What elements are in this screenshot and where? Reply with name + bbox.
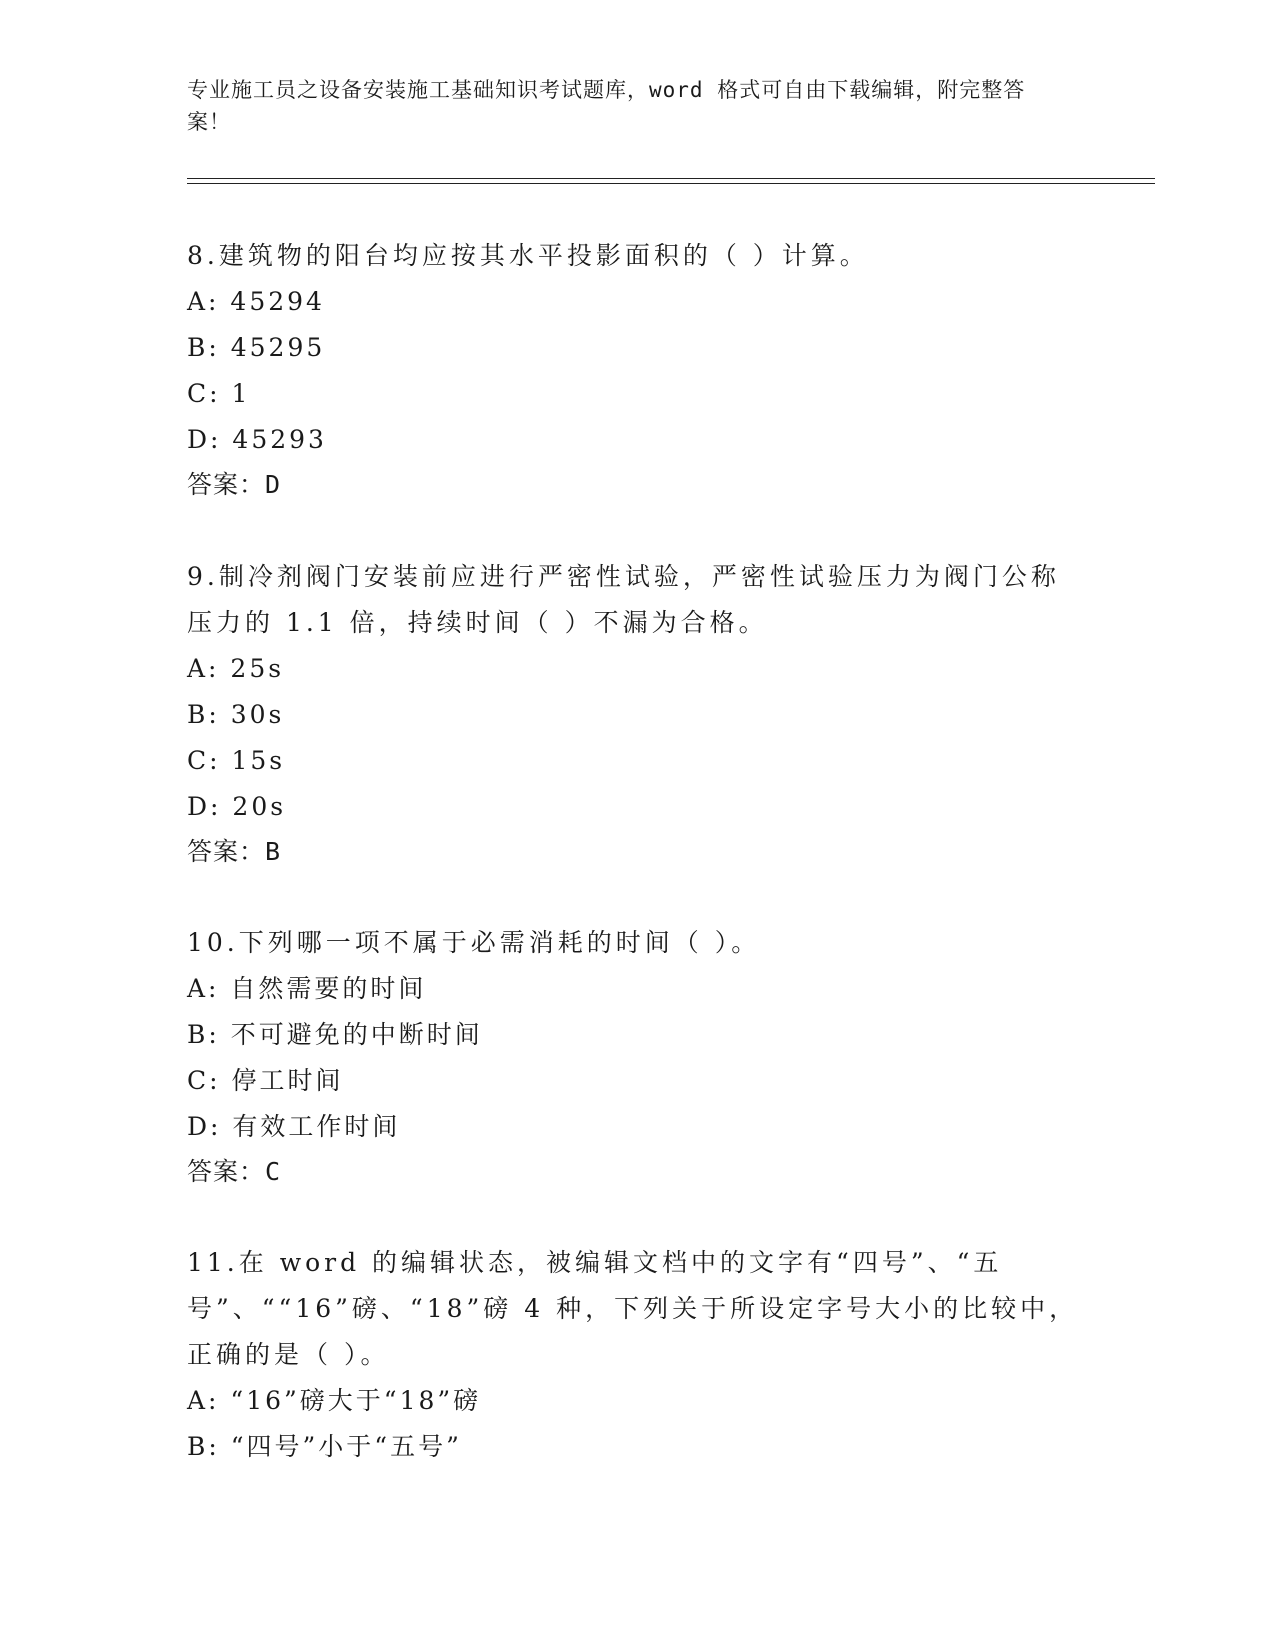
option-a: A: “16”磅大于“18”磅 xyxy=(187,1386,482,1415)
header-divider-top xyxy=(187,178,1155,179)
option-a: A: 自然需要的时间 xyxy=(187,974,427,1003)
header-divider-bottom xyxy=(187,183,1155,184)
option-a: A: 45294 xyxy=(187,287,325,316)
option-b: B: “四号”小于“五号” xyxy=(187,1432,462,1461)
option-d: D: 20s xyxy=(187,792,287,821)
document-header: 专业施工员之设备安装施工基础知识考试题库，word 格式可自由下载编辑，附完整答案！ xyxy=(187,78,1026,134)
question-9 xyxy=(187,554,1087,874)
option-b: B: 30s xyxy=(187,700,285,729)
option-d: D: 有效工作时间 xyxy=(187,1112,401,1141)
question-stem: 9.制冷剂阀门安装前应进行严密性试验，严密性试验压力为阀门公称压力的 1.1 倍，持续时间（ ）不漏为合格。 xyxy=(187,562,1060,637)
answer-line: 答案：C xyxy=(187,1157,282,1186)
answer-line: 答案：B xyxy=(187,837,282,866)
option-c: C: 1 xyxy=(187,379,251,408)
option-c: C: 15s xyxy=(187,746,286,775)
option-a: A: 25s xyxy=(187,654,285,683)
question-stem: 11.在 word 的编辑状态，被编辑文档中的文字有“四号”、“五号”、““16”磅、“18”磅 4 种，下列关于所设定字号大小的比较中，正确的是（ ）。 xyxy=(187,1248,1079,1369)
option-b: B: 不可避免的中断时间 xyxy=(187,1020,483,1049)
question-8 xyxy=(187,233,1087,507)
option-b: B: 45295 xyxy=(187,333,326,362)
answer-line: 答案：D xyxy=(187,470,282,499)
question-11 xyxy=(187,1240,1087,1470)
question-stem: 8.建筑物的阳台均应按其水平投影面积的（ ）计算。 xyxy=(187,241,869,270)
question-10 xyxy=(187,920,1087,1194)
option-d: D: 45293 xyxy=(187,425,327,454)
option-c: C: 停工时间 xyxy=(187,1066,344,1095)
question-stem: 10.下列哪一项不属于必需消耗的时间（ ）。 xyxy=(187,928,761,957)
